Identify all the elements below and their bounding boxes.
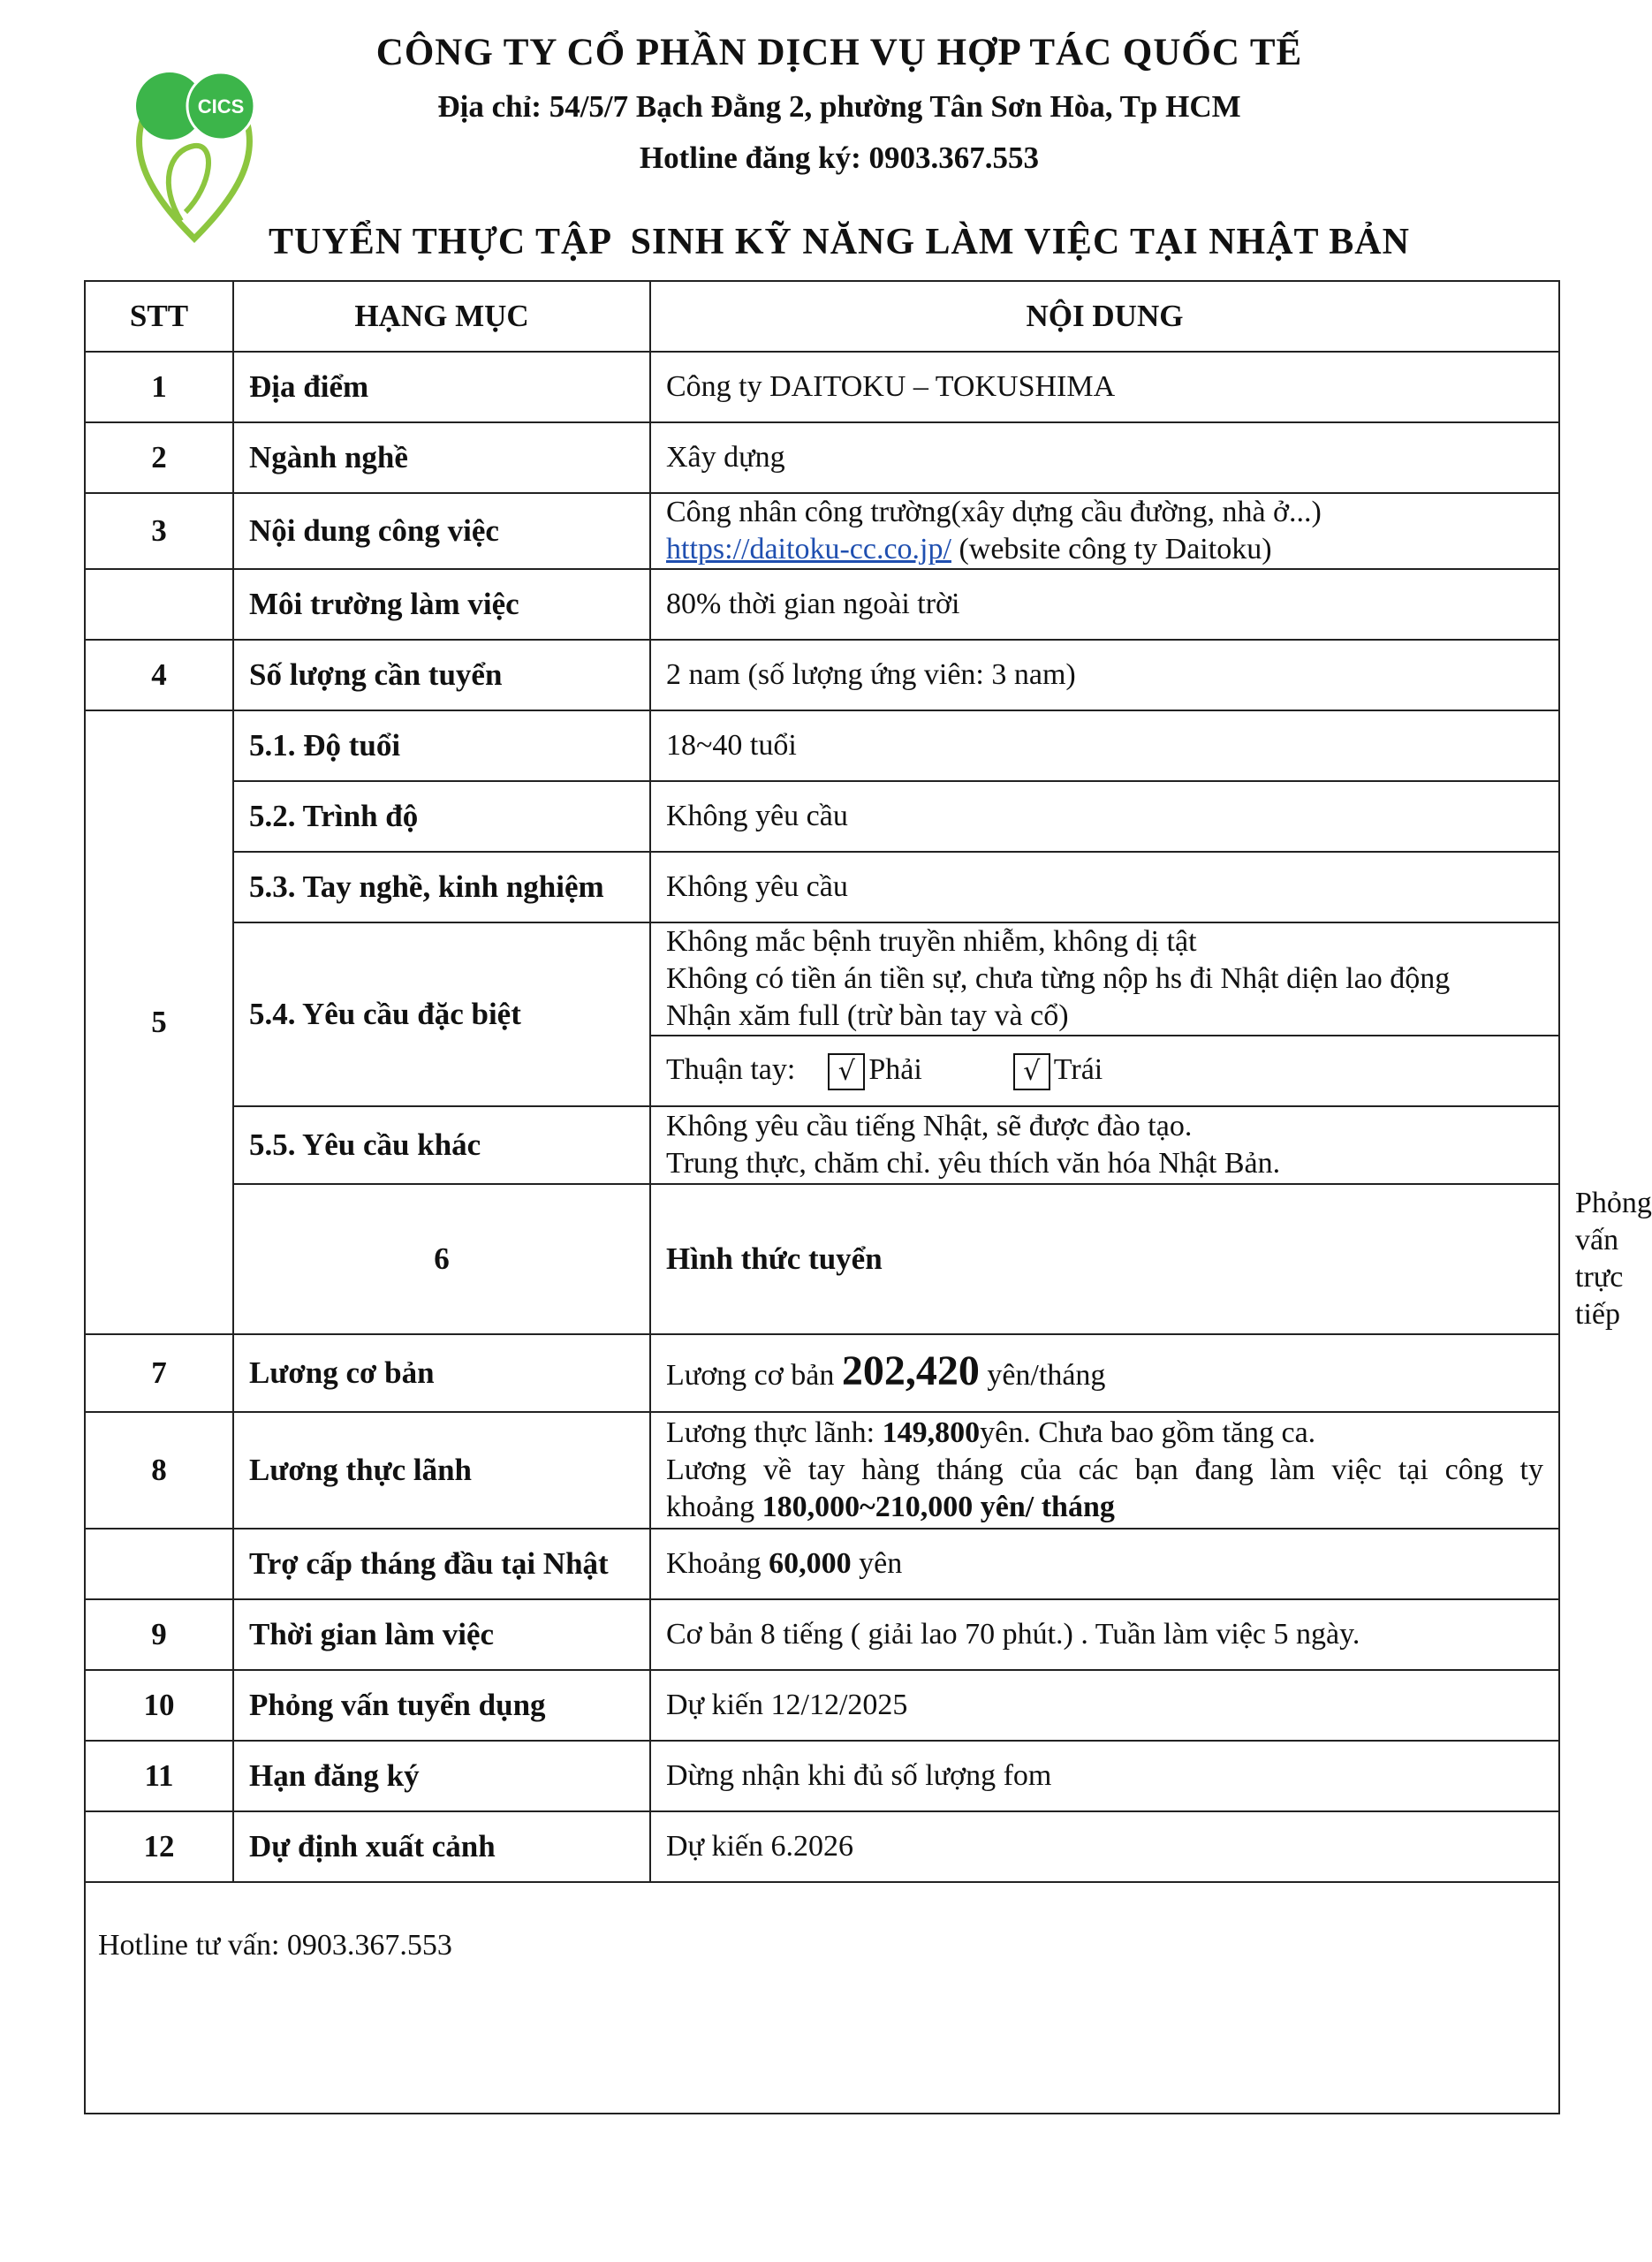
row-content — [650, 922, 1559, 1036]
table-row — [85, 1599, 1559, 1670]
table-header-row — [85, 281, 1559, 352]
row-content: 80% thời gian ngoài trời — [650, 569, 1559, 640]
row-category: Lương thực lãnh — [233, 1412, 650, 1529]
row-category: Ngành nghề — [233, 422, 650, 493]
row-content: Công ty DAITOKU – TOKUSHIMA — [650, 352, 1559, 422]
table-row — [85, 852, 1559, 922]
company-logo — [133, 62, 256, 243]
row-content — [650, 1412, 1559, 1529]
net-salary-suffix: yên. Chưa bao gồm tăng ca. — [980, 1416, 1316, 1449]
table-row — [85, 1741, 1559, 1811]
row-category: Dự định xuất cảnh — [233, 1811, 650, 1882]
other-line-1: Không yêu cầu tiếng Nhật, sẽ được đào tạo. — [666, 1110, 1193, 1142]
table-row: 6 Hình thức tuyển Phỏng vấn trực tiếp — [85, 1184, 1559, 1334]
row-stt: 6 — [233, 1184, 650, 1334]
net-salary-line-3 — [666, 1489, 1543, 1526]
footer-hotline: Hotline tư vấn: 0903.367.553 — [85, 1882, 1559, 2114]
row-content: Dự kiến 6.2026 — [650, 1811, 1559, 1882]
row-category: Nội dung công việc — [233, 493, 650, 569]
table-row — [85, 352, 1559, 422]
row-stt: 9 — [85, 1599, 233, 1670]
row-stt: 11 — [85, 1741, 233, 1811]
recruitment-table — [84, 280, 1652, 2114]
table-row — [85, 1334, 1559, 1412]
logo-inner-curve — [169, 146, 208, 221]
row-stt: 1 — [85, 352, 233, 422]
company-name: CÔNG TY CỔ PHẦN DỊCH VỤ HỢP TÁC QUỐC TẾ — [375, 32, 1303, 73]
other-line-2: Trung thực, chăm chỉ. yêu thích văn hóa Nhật Bản. — [666, 1147, 1281, 1180]
row-content: Không yêu cầu — [650, 781, 1559, 852]
row-content: 2 nam (số lượng ứng viên: 3 nam) — [650, 640, 1559, 710]
base-salary-prefix: Lương cơ bản — [666, 1358, 842, 1392]
row-stt: 5 — [85, 710, 233, 1334]
table-row — [85, 640, 1559, 710]
row-category: Địa điểm — [233, 352, 650, 422]
left-hand-checkbox[interactable]: √ — [1013, 1053, 1050, 1090]
net-salary-line-2: Lương về tay hàng tháng của các bạn đang làm việc tại công ty — [666, 1454, 1543, 1486]
document-title: TUYỂN THỰC TẬP SINH KỸ NĂNG LÀM VIỆC TẠI NHẬT BẢN — [269, 222, 1410, 262]
row-stt: 7 — [85, 1334, 233, 1412]
row-category: 5.2. Trình độ — [233, 781, 650, 852]
row-category: 5.4. Yêu cầu đặc biệt — [233, 922, 650, 1106]
table-row — [85, 1811, 1559, 1882]
special-line-2: Không có tiền án tiền sự, chưa từng nộp hs đi Nhật diện lao động — [666, 962, 1451, 995]
row-content — [650, 1334, 1559, 1412]
table-row — [85, 922, 1559, 1036]
row-category: Môi trường làm việc — [233, 569, 650, 640]
row-category: 5.5. Yêu cầu khác — [233, 1106, 650, 1184]
row-category: Số lượng cần tuyển — [233, 640, 650, 710]
row-stt: 2 — [85, 422, 233, 493]
row-stt: 12 — [85, 1811, 233, 1882]
right-hand-label: Phải — [868, 1052, 922, 1086]
net-salary-range: 180,000~210,000 yên/ tháng — [762, 1491, 1115, 1523]
header-category: HẠNG MỤC — [233, 281, 650, 352]
table-row — [85, 710, 1559, 781]
table-row — [85, 422, 1559, 493]
row-content: Xây dựng — [650, 422, 1559, 493]
table-row — [85, 1412, 1559, 1529]
handedness-cell — [650, 1036, 1559, 1106]
base-salary-amount: 202,420 — [841, 1347, 980, 1394]
header-content: NỘI DUNG — [650, 281, 1559, 352]
row-stt: 4 — [85, 640, 233, 710]
logo-text: CICS — [197, 95, 245, 118]
company-address: Địa chỉ: 54/5/7 Bạch Đằng 2, phường Tân Sơn Hòa, Tp HCM — [437, 89, 1241, 124]
job-description: Công nhân công trường(xây dựng cầu đường, nhà ở...) — [666, 496, 1322, 528]
row-category: Lương cơ bản — [233, 1334, 650, 1412]
table-row — [85, 569, 1559, 640]
table-row — [85, 1670, 1559, 1741]
net-salary-line-1 — [666, 1415, 1543, 1452]
table-row — [85, 1106, 1559, 1184]
special-line-3: Nhận xăm full (trừ bàn tay và cổ) — [666, 999, 1069, 1032]
right-hand-checkbox[interactable]: √ — [828, 1053, 865, 1090]
row-content — [650, 493, 1559, 569]
row-category: Trợ cấp tháng đầu tại Nhật — [233, 1529, 650, 1599]
row-content — [650, 1529, 1559, 1599]
table-row — [85, 1529, 1559, 1599]
row-stt: 8 — [85, 1412, 233, 1529]
row-stt — [85, 569, 233, 640]
table-row — [85, 493, 1559, 569]
job-website-line — [666, 531, 1543, 568]
allowance-suffix: yên — [851, 1547, 903, 1580]
row-content: Dự kiến 12/12/2025 — [650, 1670, 1559, 1741]
company-website-link[interactable]: https://daitoku-cc.co.jp/ — [666, 533, 951, 566]
row-category: Phỏng vấn tuyển dụng — [233, 1670, 650, 1741]
row-content: Dừng nhận khi đủ số lượng fom — [650, 1741, 1559, 1811]
net-salary-amount: 149,800 — [882, 1416, 981, 1449]
company-hotline: Hotline đăng ký: 0903.367.553 — [639, 140, 1040, 175]
allowance-prefix: Khoảng — [666, 1547, 769, 1580]
row-stt: 10 — [85, 1670, 233, 1741]
net-salary-range-prefix: khoảng — [666, 1491, 762, 1523]
row-category: Hình thức tuyển — [650, 1184, 1559, 1334]
table-row — [85, 781, 1559, 852]
handedness-label: Thuận tay: — [666, 1052, 796, 1086]
row-stt — [85, 1529, 233, 1599]
row-content: Không yêu cầu — [650, 852, 1559, 922]
row-category: Thời gian làm việc — [233, 1599, 650, 1670]
left-hand-label: Trái — [1053, 1052, 1103, 1086]
row-content: Cơ bản 8 tiếng ( giải lao 70 phút.) . Tuần làm việc 5 ngày. — [650, 1599, 1559, 1670]
row-content — [650, 1106, 1559, 1184]
net-salary-prefix: Lương thực lãnh: — [666, 1416, 883, 1449]
row-category: 5.3. Tay nghề, kinh nghiệm — [233, 852, 650, 922]
website-note: (website công ty Daitoku) — [951, 533, 1272, 566]
allowance-amount: 60,000 — [769, 1547, 852, 1580]
row-category: 5.1. Độ tuổi — [233, 710, 650, 781]
special-line-1: Không mắc bệnh truyền nhiễm, không dị tật — [666, 925, 1197, 958]
company-header — [265, 27, 1413, 184]
row-content: 18~40 tuổi — [650, 710, 1559, 781]
table-footer-row — [85, 1882, 1559, 2114]
row-stt: 3 — [85, 493, 233, 569]
row-category: Hạn đăng ký — [233, 1741, 650, 1811]
header-stt: STT — [85, 281, 233, 352]
base-salary-suffix: yên/tháng — [979, 1358, 1106, 1392]
